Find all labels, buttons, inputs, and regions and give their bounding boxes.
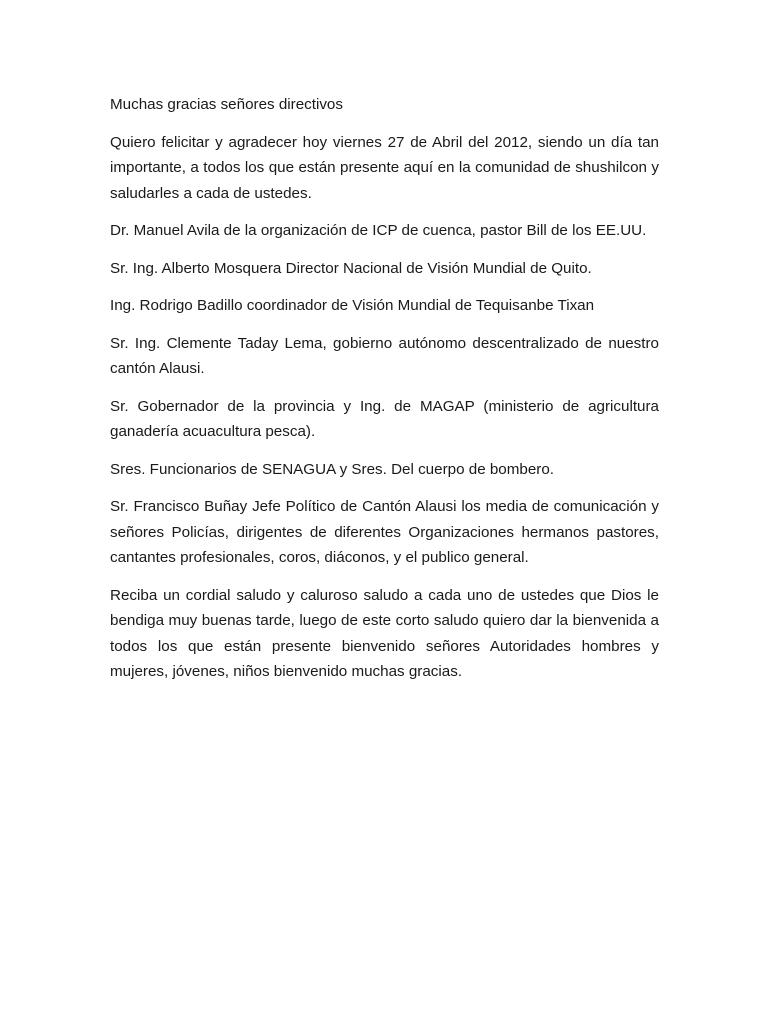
guest-manuel-avila: Dr. Manuel Avila de la organización de ICP de cuenca, pastor Bill de los EE.UU. [110, 222, 647, 239]
guest-rodrigo-badillo: Ing. Rodrigo Badillo coordinador de Visión Mundial de Tequisanbe Tixan [110, 297, 595, 314]
closing-paragraph: Reciba un cordial saludo y caluroso saludo a cada uno de ustedes que Dios le bendiga muy buenas tarde, luego de este corto saludo quiero dar la bienvenida a todos los que están presente bienvenido señores Autoridades hombres y mujeres, jóvenes, niños bienvenido muchas gracias. [110, 586, 659, 680]
greeting-line: Muchas gracias señores directivos [110, 96, 343, 113]
document-body [110, 92, 659, 697]
opening-paragraph: Quiero felicitar y agradecer hoy viernes 27 de Abril del 2012, siendo un día tan importante, a todos los que están presente aquí en la comunidad de shushilcon y saludarles a cada de ustedes. [110, 133, 659, 202]
guest-francisco-bunay: Sr. Francisco Buñay Jefe Político de Cantón Alausi los media de comunicación y señores Policías, dirigentes de diferentes Organizaciones hermanos pastores, cantantes profesionales, coros, diáconos, y el publico general. [110, 498, 659, 566]
guest-gobernador: Sr. Gobernador de la provincia y Ing. de MAGAP (ministerio de agricultura ganadería acuacultura pesca). [110, 397, 659, 440]
guest-clemente-taday: Sr. Ing. Clemente Taday Lema, gobierno autónomo descentralizado de nuestro cantón Alausi. [110, 334, 659, 377]
guest-alberto-mosquera: Sr. Ing. Alberto Mosquera Director Nacional de Visión Mundial de Quito. [110, 259, 592, 277]
guest-senagua-bomberos: Sres. Funcionarios de SENAGUA y Sres. Del cuerpo de bombero. [110, 460, 555, 478]
